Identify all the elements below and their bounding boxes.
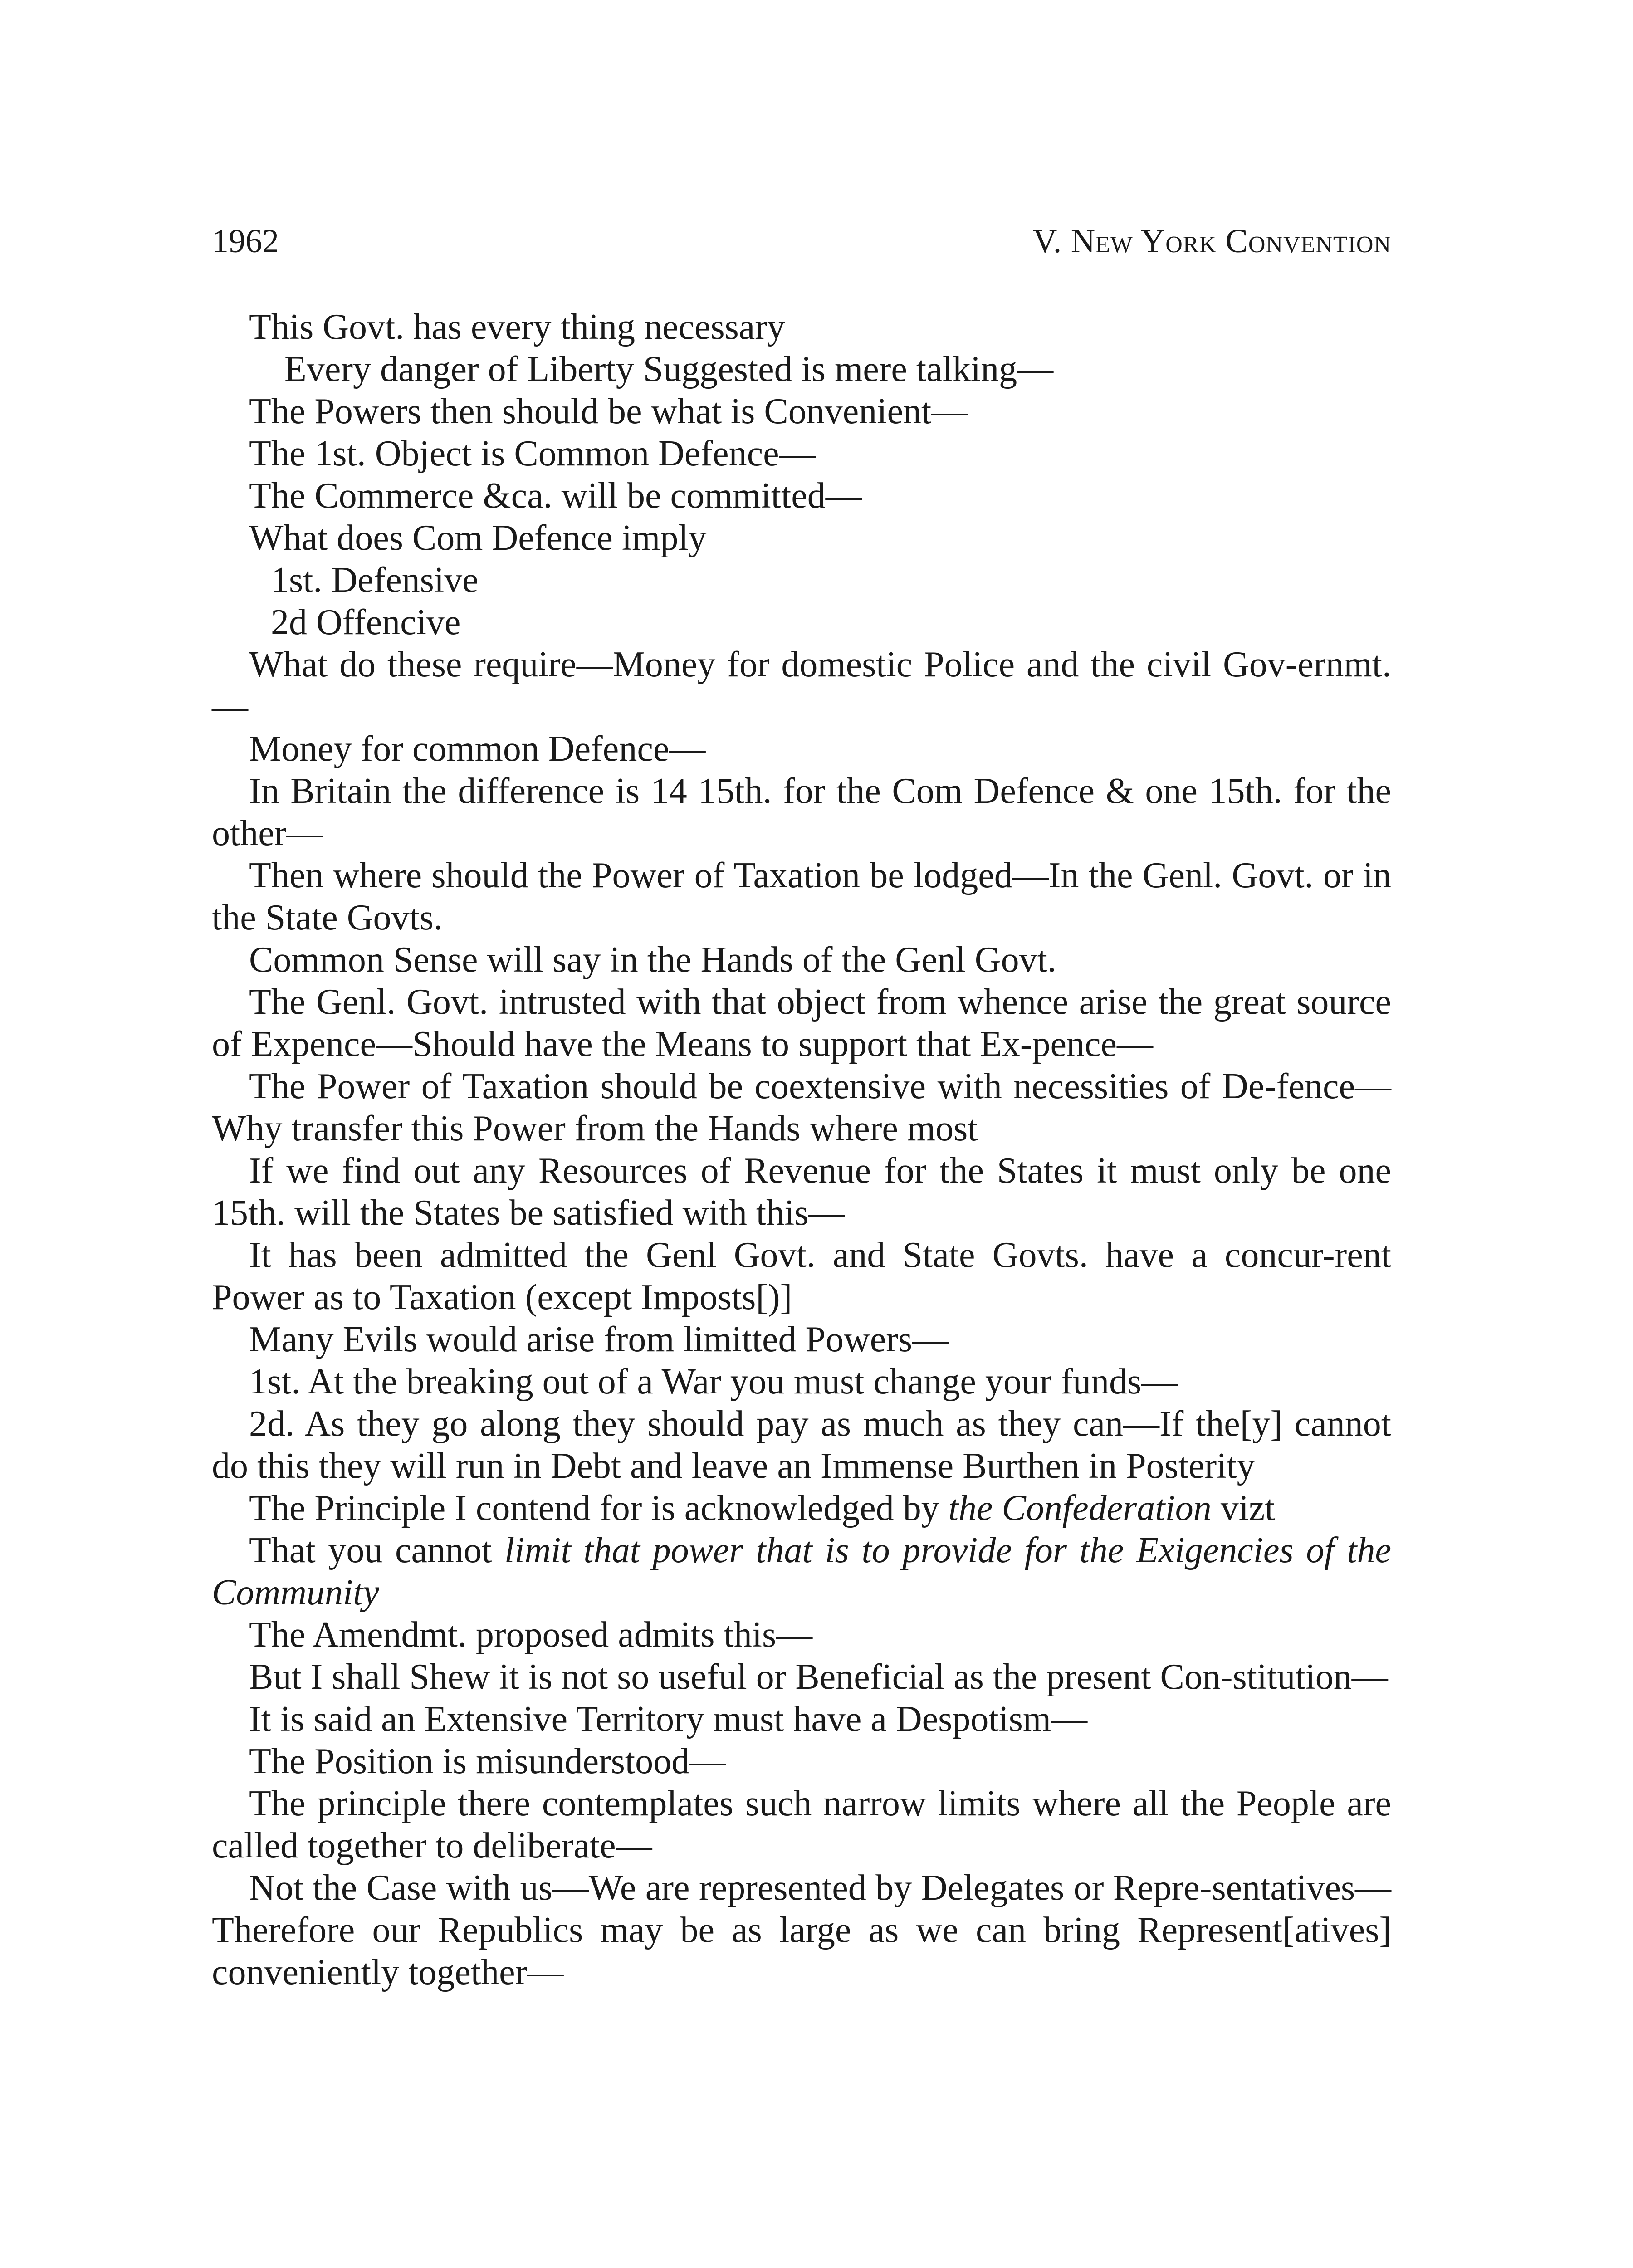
text-line-limit: [212, 1530, 1391, 1614]
text-line: The Powers then should be what is Convenient—: [249, 391, 968, 431]
text-line: Every danger of Liberty Suggested is mere talking—: [284, 349, 1054, 389]
text-line: Then where should the Power of Taxation be lodged—In the Genl. Govt. or in the State Govts.: [212, 855, 1391, 938]
text-span: vizt: [1211, 1488, 1275, 1528]
running-head: V. New York Convention: [1032, 223, 1391, 260]
text-line: The Amendmt. proposed admits this—: [249, 1615, 813, 1655]
page-number: 1962: [212, 223, 279, 260]
italic-text: the Confederation: [948, 1488, 1212, 1528]
text-line: The Commerce &ca. will be committed—: [249, 476, 862, 516]
text-line: Many Evils would arise from limitted Powers—: [249, 1320, 949, 1359]
text-line: 1st. At the breaking out of a War you must change your funds—: [249, 1362, 1178, 1402]
text-line: Money for common Defence—: [249, 729, 706, 769]
text-line: Not the Case with us—We are represented by Delegates or Repre-sentatives—Therefore our Republics may be as large as we can bring Represent[atives] conveniently together—: [212, 1868, 1391, 1992]
text-line: It is said an Extensive Territory must have a Despotism—: [249, 1699, 1088, 1739]
text-line: What does Com Defence imply: [249, 518, 707, 558]
text-line: If we find out any Resources of Revenue for the States it must only be one 15th. will the States be satisfied with this—: [212, 1151, 1391, 1233]
text-line-principle: [212, 1487, 1391, 1530]
text-line: The Power of Taxation should be coextensive with necessities of De-fence—Why transfer this Power from the Hands where most: [212, 1066, 1391, 1149]
text-line: 2d Offencive: [271, 602, 461, 642]
text-line: 1st. Defensive: [271, 560, 479, 600]
text-line: In Britain the difference is 14 15th. for the Com Defence & one 15th. for the other—: [212, 771, 1391, 853]
text-line: Common Sense will say in the Hands of the Genl Govt.: [249, 940, 1056, 980]
text-line: 2d. As they go along they should pay as much as they can—If the[y] cannot do this they will run in Debt and leave an Immense Burthen in Posterity: [212, 1404, 1391, 1486]
text-span: The Principle I contend for is acknowledged by: [249, 1488, 949, 1528]
text-line: It has been admitted the Genl Govt. and State Govts. have a concur-rent Power as to Taxation (except Imposts[)]: [212, 1235, 1391, 1317]
document-body: [212, 306, 1391, 1994]
text-line: The principle there contemplates such narrow limits where all the People are called together to deliberate—: [212, 1784, 1391, 1866]
text-line: This Govt. has every thing necessary: [249, 307, 785, 347]
text-line: The Position is misunderstood—: [249, 1741, 726, 1781]
text-line: But I shall Shew it is not so useful or Beneficial as the present Con-stitution—: [249, 1657, 1388, 1697]
text-line: The 1st. Object is Common Defence—: [249, 434, 816, 474]
text-line: What do these require—Money for domestic Police and the civil Gov-ernmt.—: [212, 645, 1391, 727]
text-span: That you cannot: [249, 1530, 504, 1570]
text-line: The Genl. Govt. intrusted with that object from whence arise the great source of Expence—Should have the Means to support that Ex-pence—: [212, 982, 1391, 1064]
italic-text: limit that power that is to provide for the Exigencies of the Community: [212, 1530, 1391, 1613]
page-header: [212, 219, 1391, 264]
